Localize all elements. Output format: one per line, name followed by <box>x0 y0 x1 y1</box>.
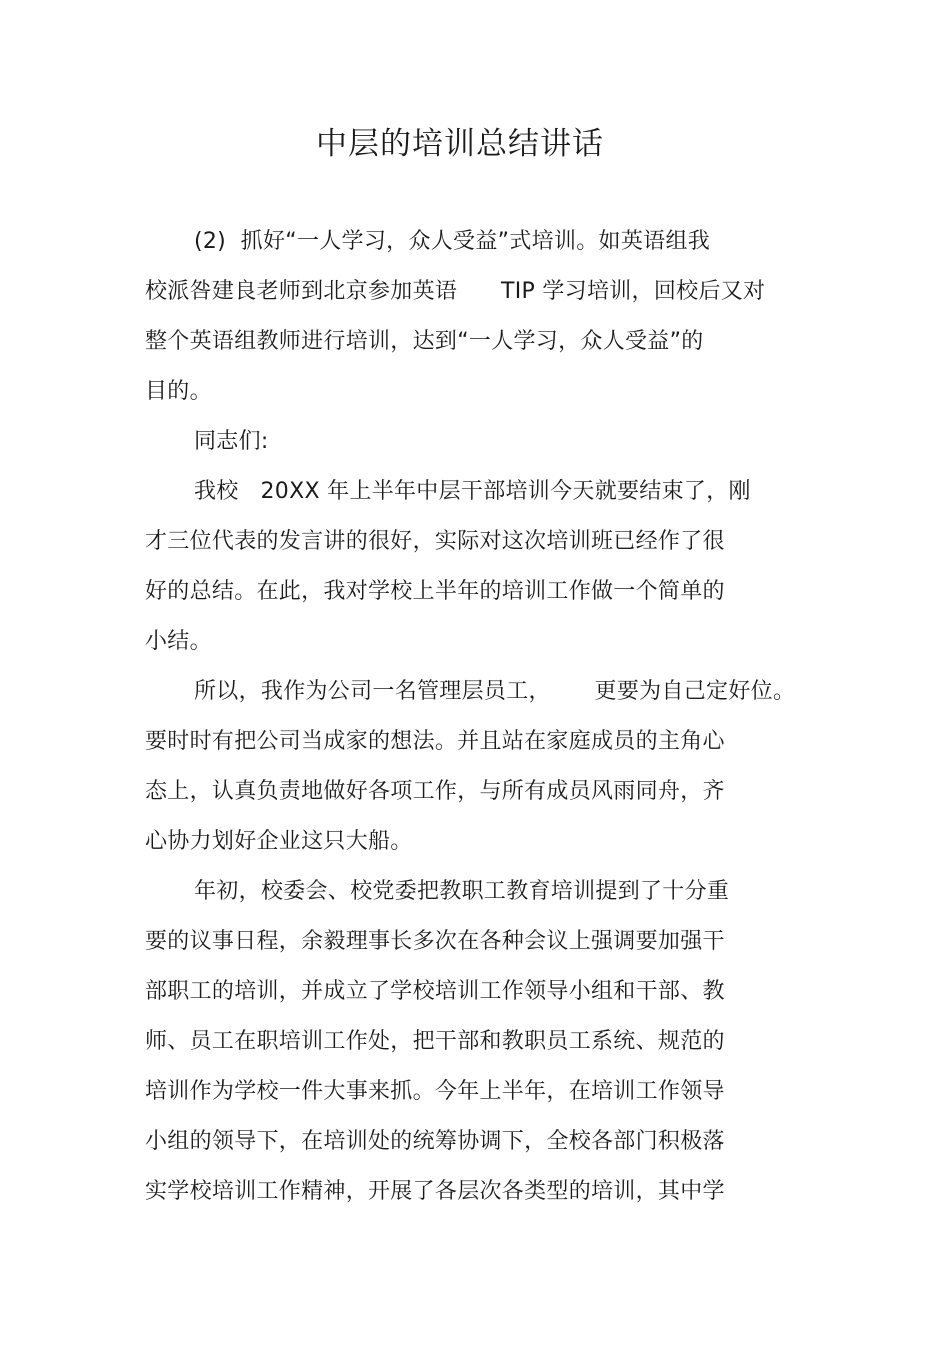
paragraph-line: 年初，校委会、校党委把教职工教育培训提到了十分重 <box>194 879 730 904</box>
paragraph-line: 要的议事日程，余毅理事长多次在各种会议上强调要加强干 <box>145 929 725 954</box>
paragraph-line: 小组的领导下，在培训处的统筹协调下，全校各部门积极落 <box>145 1129 725 1154</box>
paragraph-line: 好的总结。在此，我对学校上半年的培训工作做一个简单的 <box>145 579 725 604</box>
paragraph-line: 我校 20XX 年上半年中层干部培训今天就要结束了，刚 <box>194 479 751 504</box>
paragraph-line: 部职工的培训，并成立了学校培训工作领导小组和干部、教 <box>145 979 725 1004</box>
paragraph-line: 心协力划好企业这只大船。 <box>145 829 413 854</box>
paragraph-line: 要时时有把公司当成家的想法。并且站在家庭成员的主角心 <box>145 729 725 754</box>
paragraph-line: 所以，我作为公司一名管理层员工， 更要为自己定好位。 <box>194 679 796 704</box>
paragraph-line: 实学校培训工作精神，开展了各层次各类型的培训，其中学 <box>145 1179 725 1204</box>
paragraph-line: 同志们: <box>194 429 269 454</box>
paragraph-line: 目的。 <box>145 379 212 404</box>
paragraph-line: 整个英语组教师进行培训，达到“一人学习，众人受益”的 <box>145 329 704 354</box>
paragraph-line: 师、员工在职培训工作处，把干部和教职员工系统、规范的 <box>145 1029 725 1054</box>
paragraph-line: 培训作为学校一件大事来抓。今年上半年，在培训工作领导 <box>145 1079 725 1104</box>
paragraph-line: 小结。 <box>145 629 212 654</box>
paragraph-line: 态上，认真负责地做好各项工作，与所有成员风雨同舟，齐 <box>145 779 725 804</box>
paragraph-line: 校派咎建良老师到北京参加英语 TIP 学习培训，回校后又对 <box>145 279 766 304</box>
paragraph-line: (2) 抓好“一人学习，众人受益”式培训。如英语组我 <box>194 229 711 254</box>
document-title: 中层的培训总结讲话 <box>316 126 604 162</box>
paragraph-line: 才三位代表的发言讲的很好，实际对这次培训班已经作了很 <box>145 529 725 554</box>
